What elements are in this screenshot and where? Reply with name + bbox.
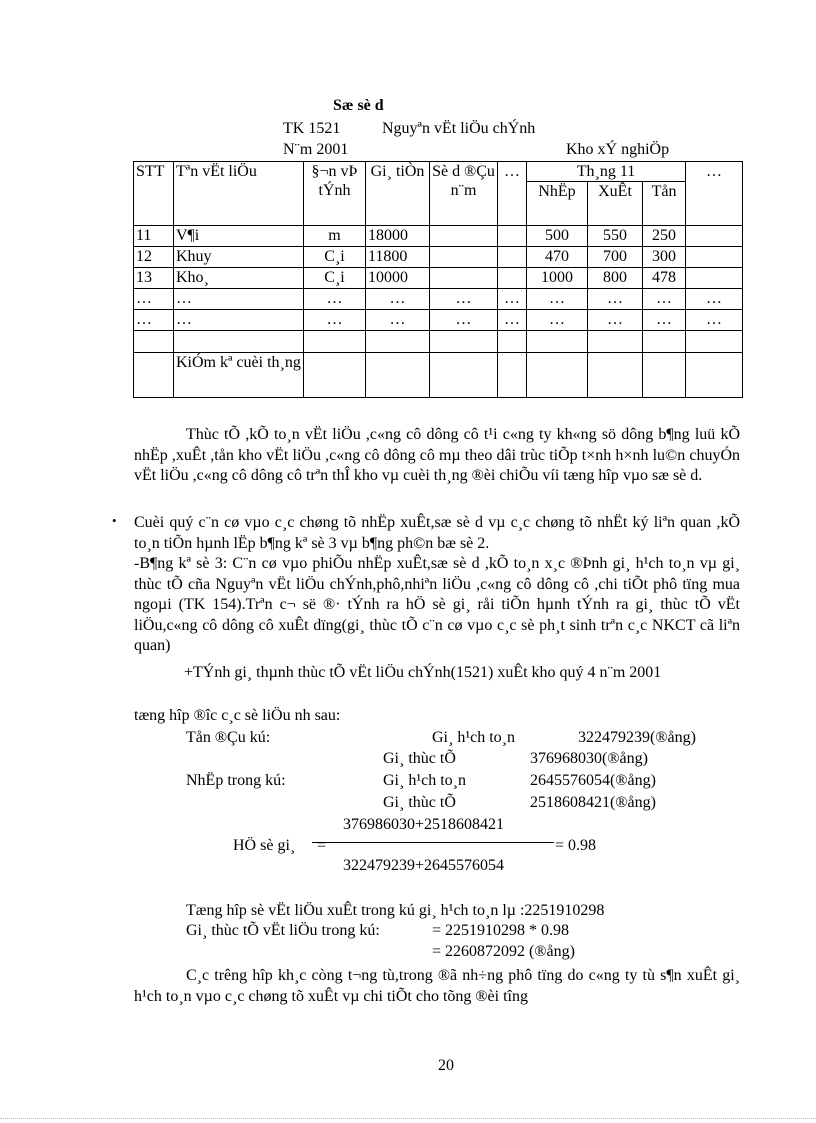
ellipsis-cell: … (588, 310, 643, 331)
total-export-line: Tæng hîp sè vËt liÖu xuÊt trong kú gi¸ h¹ch to¸n lµ :2251910298 (186, 902, 605, 919)
ellipsis-cell: … (174, 289, 304, 310)
coefficient-result: = 0.98 (555, 837, 597, 854)
page-footer-divider (0, 1118, 816, 1119)
paragraph-5: tæng hîp ®îc c¸c sè liÖu nh sau: (134, 707, 341, 724)
actual-cost-result: = 2260872092 (®ång) (432, 943, 575, 960)
header-material-name: Tªn vËt liÖu (174, 162, 304, 226)
paragraph-2: Cuèi quý c¨n cø vµo c¸c chøng tõ nhËp xuÊt,sæ sè d vµ c¸c chøng tõ nhËt ký liªn quan ,kÕ to¸n tiÕn hµnh lËp b¶ng kª sè 3 vµ b¶ng ph©n bæ sè 2. (134, 514, 740, 552)
ellipsis-cell: … (304, 310, 366, 331)
fraction-numerator: 376986030+2518608421 (343, 816, 505, 833)
account-code: TK 1521 (283, 120, 341, 137)
ellipsis-cell: … (686, 310, 743, 331)
header-ellipsis-1: … (498, 162, 527, 226)
row-name: Kho¸ (174, 268, 304, 289)
row-ellipsis (498, 268, 527, 289)
table-row (134, 247, 743, 268)
row-opening (430, 247, 498, 268)
row-unit: C¸i (304, 247, 366, 268)
opening-hach-toan-value: 322479239(®ång) (578, 729, 696, 746)
table-row-ellipsis (134, 310, 743, 331)
ledger-title: Sæ sè d (333, 97, 384, 114)
row-export: 700 (588, 247, 643, 268)
header-month: Th¸ng 11 (527, 162, 686, 182)
ellipsis-cell: … (430, 310, 498, 331)
import-hach-toan-value: 2645576054(®ång) (530, 772, 656, 789)
row-stock: 478 (643, 268, 686, 289)
ledger-year: N¨m 2001 (283, 141, 349, 158)
paragraph-1: Thùc tÕ ,kÕ to¸n vËt liÖu ,c«ng cô dông cô t¹i c«ng ty kh«ng sö dông b¶ng luü kÕ nhËp ,xuÊt ,tån kho vËt liÖu ,c«ng cô dông cô mµ theo dâi trùc tiÕp t×nh h×nh lu©n chuyÓn vËt liÖu ,c«ng cô dông cô trªn thÎ kho vµ cuèi th¸ng ®èi chiÕu víi tæng hîp vµo sæ sè d. (134, 426, 740, 484)
header-opening-balance: Sè d ®Çu n¨m (430, 162, 498, 226)
row-ellipsis (498, 226, 527, 247)
fraction-bar (312, 842, 554, 843)
row-ellipsis (498, 247, 527, 268)
table-row (134, 268, 743, 289)
row-name: Khuy (174, 247, 304, 268)
row-opening (430, 226, 498, 247)
equals-sign: = (317, 837, 327, 854)
row-stock: 300 (643, 247, 686, 268)
ellipsis-cell: … (174, 310, 304, 331)
header-stock: Tån (643, 182, 686, 226)
ellipsis-cell: … (366, 310, 430, 331)
header-unit: §¬n vÞ tÝnh (304, 162, 366, 226)
page-number: 20 (438, 1057, 454, 1074)
bullet-icon: • (112, 513, 117, 528)
row-price: 11800 (366, 247, 430, 268)
header-import: NhËp (527, 182, 588, 226)
row-ellipsis (686, 226, 743, 247)
ellipsis-cell: … (588, 289, 643, 310)
ellipsis-cell: … (366, 289, 430, 310)
coefficient-label: HÖ sè gi¸ (233, 837, 296, 854)
row-ellipsis (686, 268, 743, 289)
ellipsis-cell: … (527, 310, 588, 331)
actual-cost-expression: = 2251910298 * 0.98 (432, 922, 570, 939)
paragraph-6: C¸c trêng hîp kh¸c còng t¬ng tù,trong ®ã nh÷ng phô tïng do c«ng ty tù s¶n xuÊt gi¸ h¹ch to¸n vµo c¸c chøng tõ xuÊt vµ chi tiÕt cho tõng ®èi tîng (134, 967, 740, 1005)
fraction-denominator: 322479239+2645576054 (343, 857, 505, 874)
import-hach-toan-label: Gi¸ h¹ch to¸n (383, 772, 466, 789)
opening-thuc-te-label: Gi¸ thùc tÕ (383, 750, 456, 767)
ellipsis-cell: … (686, 289, 743, 310)
import-thuc-te-label: Gi¸ thùc tÕ (383, 794, 456, 811)
paragraph-3: -B¶ng kª sè 3: C¨n cø vµo phiÕu nhËp xuÊt,sæ sè d ,kÕ to¸n x¸c ®Þnh gi¸ h¹ch to¸n vµ gi¸ thùc tÕ cña Nguyªn vËt liÖu chÝnh,phô,nhiªn liÖu ,c«ng cô dông cô ,chi tiÕt phô tïng mua ngoµi (TK 154).Trªn c¬ së ®· tÝnh ra hÖ sè gi¸ råi tiÕn hµnh tÝnh ra gi¸ thùc tÕ vËt liÖu,c«ng cô dông cô xuÊt dïng(gi¸ thùc tÕ c¨n cø vµo c¸c sè ph¸t sinh trªn c¸c NKCT cã liªn quan) (134, 555, 740, 654)
row-unit: m (304, 226, 366, 247)
table-row-ellipsis (134, 289, 743, 310)
ellipsis-cell: … (498, 289, 527, 310)
ellipsis-cell: … (304, 289, 366, 310)
table-row-empty (134, 331, 743, 353)
ellipsis-cell: … (643, 310, 686, 331)
row-price: 18000 (366, 226, 430, 247)
ellipsis-cell: … (498, 310, 527, 331)
import-label: NhËp trong kú: (186, 772, 286, 789)
row-name: V¶i (174, 226, 304, 247)
table-row-footer (134, 353, 743, 398)
row-unit: C¸i (304, 268, 366, 289)
actual-cost-label: Gi¸ thùc tÕ vËt liÖu trong kú: (186, 922, 380, 939)
opening-balance-label: Tån ®Çu kú: (186, 729, 271, 746)
row-export: 550 (588, 226, 643, 247)
ellipsis-cell: … (527, 289, 588, 310)
row-opening (430, 268, 498, 289)
row-import: 1000 (527, 268, 588, 289)
ellipsis-cell: … (134, 310, 174, 331)
warehouse-name: Kho xÝ nghiÖp (566, 141, 670, 158)
row-price: 10000 (366, 268, 430, 289)
row-export: 800 (588, 268, 643, 289)
row-import: 470 (527, 247, 588, 268)
row-import: 500 (527, 226, 588, 247)
row-stock: 250 (643, 226, 686, 247)
balance-ledger-table (133, 161, 743, 398)
footer-label: KiÓm kª cuèi th¸ng (174, 353, 304, 398)
material-type: Nguyªn vËt liÖu chÝnh (382, 120, 536, 137)
row-stt: 13 (134, 268, 174, 289)
ellipsis-cell: … (134, 289, 174, 310)
row-stt: 12 (134, 247, 174, 268)
header-ellipsis-2: … (686, 162, 743, 226)
opening-thuc-te-value: 376968030(®ång) (530, 750, 648, 767)
header-export: XuÊt (588, 182, 643, 226)
import-thuc-te-value: 2518608421(®ång) (530, 794, 656, 811)
row-stt: 11 (134, 226, 174, 247)
header-stt: STT (134, 162, 174, 226)
table-row (134, 226, 743, 247)
row-ellipsis (686, 247, 743, 268)
opening-hach-toan-label: Gi¸ h¹ch to¸n (432, 729, 515, 746)
ellipsis-cell: … (643, 289, 686, 310)
ellipsis-cell: … (430, 289, 498, 310)
header-price: Gi¸ tiÒn (366, 162, 430, 226)
paragraph-4: +TÝnh gi¸ thµnh thùc tÕ vËt liÖu chÝnh(1521) xuÊt kho quý 4 n¨m 2001 (184, 664, 662, 681)
